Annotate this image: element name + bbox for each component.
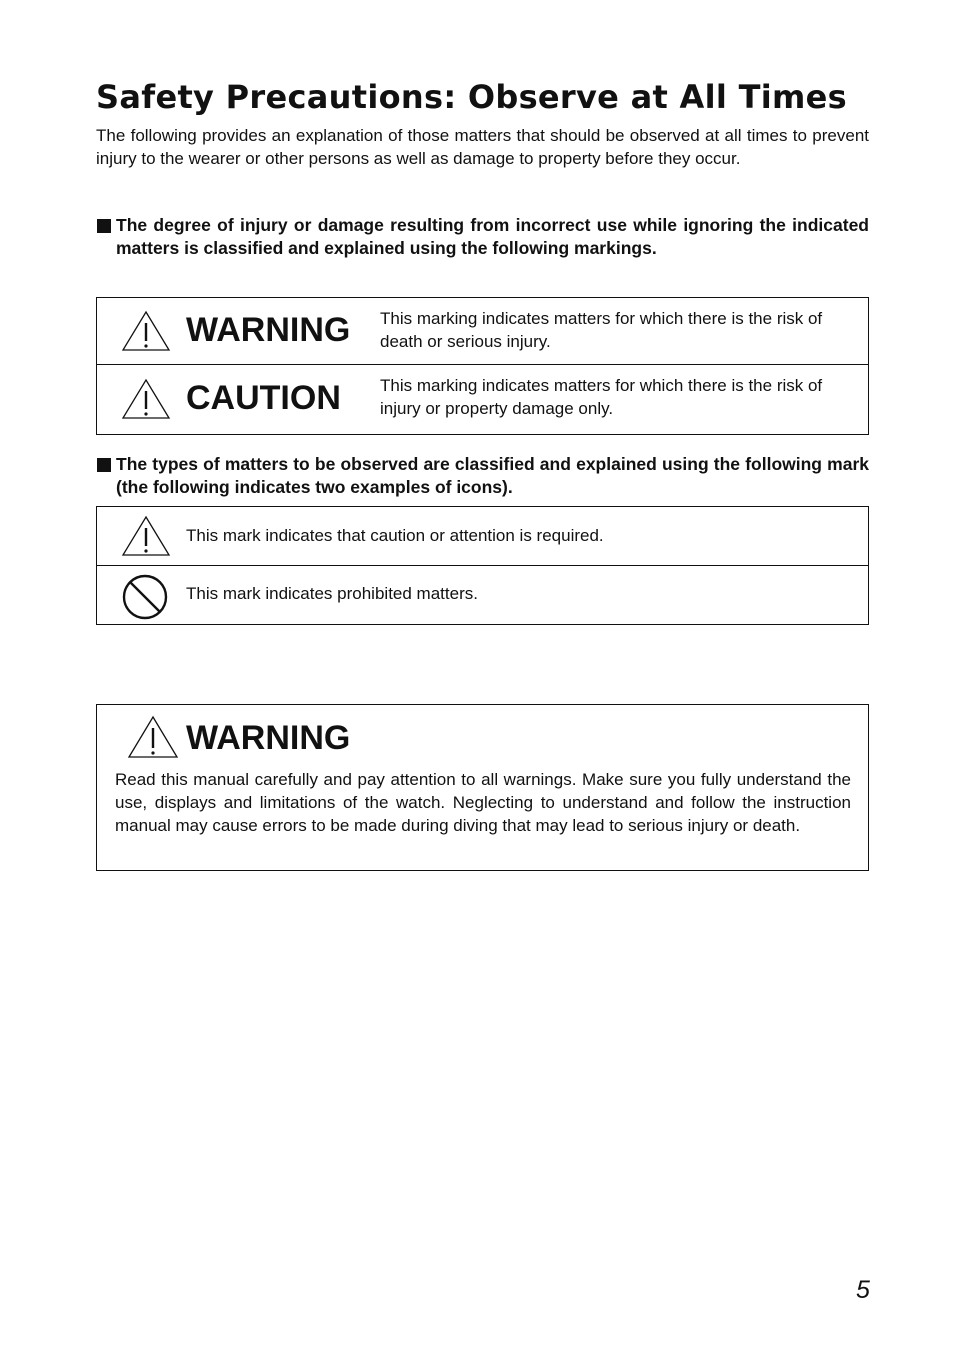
- warning-triangle-icon: [121, 378, 171, 420]
- caution-label: CAUTION: [186, 379, 341, 417]
- table-row-warning: [97, 298, 868, 364]
- square-bullet-icon: [97, 219, 111, 233]
- warning-box-title: WARNING: [186, 719, 351, 757]
- warning-box-text: Read this manual carefully and pay attention to all warnings. Make sure you fully understand the use, displays and limitations of the watch. Neglecting to understand and follow the instruction manual may cause errors to be made during diving that may lead to serious injury or death.: [115, 770, 851, 835]
- signal-word-table: [96, 297, 869, 435]
- table-row-caution: [97, 364, 868, 434]
- warning-triangle-icon: [127, 715, 179, 759]
- section1-heading: [96, 214, 869, 260]
- caution-description: This marking indicates matters for which there is the risk of injury or property damage only.: [380, 376, 823, 418]
- warning-triangle-icon: [121, 515, 171, 557]
- square-bullet-icon: [97, 458, 111, 472]
- table-row-caution-mark: [97, 507, 868, 565]
- prohibited-icon: [121, 573, 169, 621]
- section1-heading-text: The degree of injury or damage resulting from incorrect use while ignoring the indicated matters is classified and explained using the following markings.: [116, 215, 869, 258]
- caution-mark-description: This mark indicates that caution or attention is required.: [186, 526, 604, 545]
- warning-description: This marking indicates matters for which there is the risk of death or serious injury.: [380, 309, 823, 351]
- page-title: Safety Precautions: Observe at All Times: [96, 78, 847, 116]
- prohibited-mark-description: This mark indicates prohibited matters.: [186, 584, 478, 603]
- table-row-prohibited-mark: [97, 565, 868, 624]
- section2-heading-text: The types of matters to be observed are classified and explained using the following mark (the following indicates two examples of icons).: [116, 454, 869, 497]
- warning-box: [96, 704, 869, 871]
- warning-label: WARNING: [186, 311, 351, 349]
- intro-paragraph: The following provides an explanation of those matters that should be observed at all times to prevent injury to the wearer or other persons as well as damage to property before they occur.: [96, 126, 869, 168]
- warning-triangle-icon: [121, 310, 171, 352]
- page-number: 5: [856, 1276, 870, 1304]
- section2-heading: [96, 453, 869, 499]
- mark-table: [96, 506, 869, 625]
